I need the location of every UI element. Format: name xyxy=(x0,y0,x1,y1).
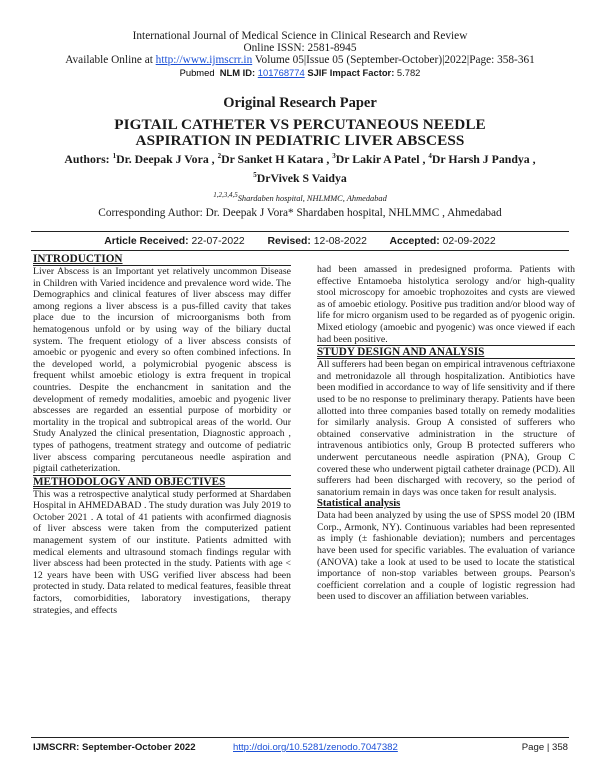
affiliation-text: Shardaben hospital, NHLMMC, Ahmedabad xyxy=(237,194,387,203)
index-line xyxy=(0,67,600,78)
footer-journal: IJMSCRR: September-October 2022 xyxy=(33,742,196,753)
intro-heading: INTRODUCTION xyxy=(33,253,123,265)
nlm-label: NLM ID: xyxy=(219,67,258,78)
design-paragraph: All sufferers had been began on empirical intravenous ceftriaxone and metronidazole all through hospitalization. Antibiotics have been modified in accordance to way of life sensitivity and if there used to be no response to preliminary therapy. Patients have been allotted into three companies based totally on remedy modalities for similarly analysis. Group A consisted of sufferers who obtained conservative administration in the structure of intravenous antibiotics only, Group B protected sufferers who underwent percutaneous needle aspiration (PNA), Group C covered these who underwent pigtail catheter drainage (PCD). All sufferers had been discharged with recovery, so the period of sanatorium remain in days was once taken for result analysis. xyxy=(317,359,575,498)
author-2: Dr Sanket H Katara , xyxy=(221,152,333,166)
available-prefix: Available Online at xyxy=(65,54,156,66)
author-2-num: 2 xyxy=(217,152,222,161)
author-1-num: 1 xyxy=(112,152,117,161)
sjif-value: 5.782 xyxy=(396,67,421,78)
stat-paragraph: Data had been analyzed by using the use of SPSS model 20 (IBM Corp., Armonk, NY). Continuous variables had been represented as imply (± fashionable deviation); numbers and percentages have been used for specific variables. The evaluation of variance (ANOVA) take a look at used to be used to locate the statistical importance of non-stop variables between groups. Pearson's coefficient correlation and a couple of logistic regression had been used to discover an affiliation between variables. xyxy=(317,510,575,603)
authors-line xyxy=(0,152,600,166)
journal-url-link[interactable]: http://www.ijmscrr.in xyxy=(155,54,253,66)
authors-line-2 xyxy=(0,171,600,185)
author-3: Dr Lakir A Patel , xyxy=(335,152,429,166)
methods-paragraph: This was a retrospective analytical study performed at Shardaben Hospital in AHMEDABAD . The study duration was July 2019 to October 2021 . A total of 41 patients with aconfirmed diagnosis of liver abscess were taken from the computerized patient management system of our institute. Patients admitted with medical elements and ultrasound stomach findings regular with liver abscess had been protected in the study. Patients with age < 12 years have been with USG verified liver abscess had been protected in study. Data related to medical features, feasible threat factors, comorbidities, laboratory investigations, therapy strategies, and effects xyxy=(33,488,291,616)
footer-page: Page | 358 xyxy=(521,742,568,753)
article-dates xyxy=(0,236,600,248)
accepted-label: Accepted: xyxy=(389,236,440,247)
affiliation-nums: 1,2,3,4,5 xyxy=(213,191,238,200)
accepted-date: 02-09-2022 xyxy=(442,236,496,247)
title-line-1: PIGTAIL CATHETER VS PERCUTANEOUS NEEDLE xyxy=(114,116,486,133)
journal-name: International Journal of Medical Science in Clinical Research and Review xyxy=(132,30,468,42)
divider-top xyxy=(31,231,569,232)
author-5-num: 5 xyxy=(253,171,257,180)
intro-paragraph: Liver Abscess is an Important yet relatively uncommon Disease in Children with Varied incidence and prevalence word wide. The Demographics and clinical features of liver abscess may differ among regions a liver abscess is a pus-filled cavity that takes place due to the incursion of microorganisms both from hematogenous unfold or by using way of the biliary ductal system. The frequent etiology of a liver abscess consists of amoebic or pyogenic and every so often combined infections. In the developed world, a polymicrobial pyogenic abscess is frequent whilst amoebic etiology is extra frequent in tropical countries. Despite the enchancment in sanitation and the development of remedy modalities, amoebic and pyogenic liver abscesses are regarded an essential purpose of morbidity or mortality in the tropical and subtropical areas of the world. Our Study Analyzed the clinical presentation, Diagnostic approach , types of pathogens, treatment strategy and outcome of pediatric liver abscess comparing percutaneous needle aspiration and pigtail catheterization. xyxy=(33,266,291,475)
author-4: Dr Harsh J Pandya , xyxy=(431,152,536,166)
corresponding-author: Corresponding Author: Dr. Deepak J Vora* Shardaben hospital, NHLMMC , Ahmedabad xyxy=(98,207,502,219)
right-column xyxy=(317,264,575,603)
authors-label: Authors: xyxy=(64,152,113,166)
affiliation xyxy=(0,191,600,204)
author-4-num: 4 xyxy=(428,152,432,161)
sjif-label: SJIF Impact Factor: xyxy=(307,67,397,78)
design-heading: STUDY DESIGN AND ANALYSIS xyxy=(317,346,485,359)
divider-dates xyxy=(31,250,569,251)
nlm-id-link[interactable]: 101768774 xyxy=(257,67,305,78)
journal-issn: Online ISSN: 2581-8945 xyxy=(243,42,357,54)
left-column xyxy=(33,253,291,616)
author-5: DrVivek S Vaidya xyxy=(256,171,347,185)
volume-info: Volume 05|Issue 05 (September-October)|2022|Page: 358-361 xyxy=(252,54,535,66)
methods-continued-paragraph: had been amassed in predesigned proforma. Patients with effective Entamoeba histolytica serology and/or high-quality stool microscopy for amoebic trophozoites and cysts are viewed as of amoebic etiology. Positive pus tradition and/or blood way of life for micro organism used to be regarded as of pyogenic origin. Mixed etiology (amoebic and pyogenic) was once viewed if each had been positive. xyxy=(317,264,575,345)
received-label: Article Received: xyxy=(104,236,189,247)
stat-heading: Statistical analysis xyxy=(317,498,401,510)
revised-date: 12-08-2022 xyxy=(313,236,367,247)
article-title xyxy=(0,117,600,149)
title-line-2: ASPIRATION IN PEDIATRIC LIVER ABSCESS xyxy=(135,132,465,149)
availability-line xyxy=(0,54,600,67)
pubmed-label: Pubmed xyxy=(179,67,215,78)
author-1: Dr. Deepak J Vora , xyxy=(116,152,218,166)
article-type: Original Research Paper xyxy=(223,95,377,111)
divider-footer xyxy=(31,737,569,738)
author-3-num: 3 xyxy=(332,152,336,161)
received-date: 22-07-2022 xyxy=(191,236,245,247)
revised-label: Revised: xyxy=(267,236,311,247)
methods-heading: METHODOLOGY AND OBJECTIVES xyxy=(33,475,226,488)
footer-doi-link[interactable]: http://doi.org/10.5281/zenodo.7047382 xyxy=(233,742,398,753)
